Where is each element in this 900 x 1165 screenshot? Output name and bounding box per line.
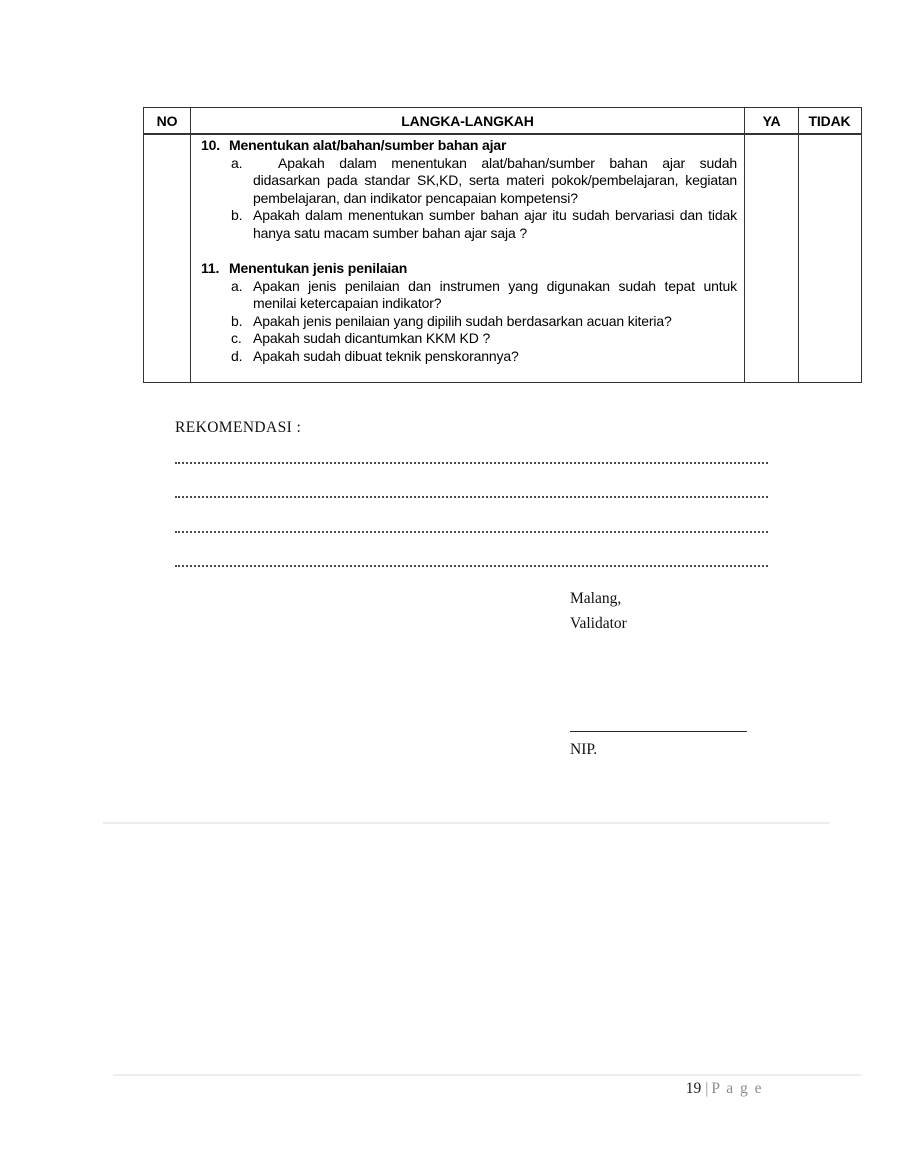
section-10 — [201, 137, 737, 242]
item-marker: b. — [231, 207, 243, 223]
item-text: Apakah dalam menentukan sumber bahan ajar itu sudah bervariasi dan tidak hanya satu macam sumber bahan ajar saja ? — [253, 207, 737, 241]
cell-no-empty — [144, 135, 191, 382]
footer-separator: | — [705, 1080, 709, 1097]
list-item — [231, 330, 737, 348]
table-header-row — [144, 108, 861, 135]
section-10-title-text: Menentukan alat/bahan/sumber bahan ajar — [229, 137, 507, 153]
section-10-number: 10. — [201, 137, 221, 153]
dotted-fill-line — [175, 565, 768, 567]
page-footer — [686, 1080, 763, 1098]
column-header-no: NO — [144, 108, 191, 133]
item-text: Apakah sudah dibuat teknik penskorannya? — [253, 347, 519, 364]
section-10-items — [231, 155, 737, 243]
section-11-title-text: Menentukan jenis penilaian — [229, 260, 408, 276]
dotted-fill-line — [175, 496, 768, 498]
page-separator-rule — [103, 822, 830, 824]
section-11-number: 11. — [201, 260, 220, 276]
list-item — [231, 278, 737, 313]
item-marker: c. — [231, 330, 242, 346]
section-11-title — [201, 260, 737, 278]
list-item — [231, 348, 737, 366]
section-11-items — [231, 278, 737, 366]
list-item — [231, 207, 737, 242]
recommendation-label: REKOMENDASI : — [175, 419, 302, 436]
item-text: Apakah sudah dicantumkan KKM KD ? — [253, 330, 491, 346]
column-header-tidak: TIDAK — [808, 112, 851, 129]
item-text: Apakah jenis penilaian yang dipilih sudah berdasarkan acuan kiteria? — [253, 312, 672, 329]
cell-ya-empty — [745, 135, 799, 382]
list-item — [231, 313, 737, 331]
signature-role: Validator — [570, 615, 627, 632]
dotted-fill-line — [175, 462, 768, 464]
section-10-title — [201, 137, 737, 155]
table-body-row — [144, 135, 861, 382]
page-number: 19 — [685, 1080, 702, 1097]
item-marker: d. — [231, 347, 243, 364]
column-header-ya: YA — [745, 108, 799, 133]
cell-tidak-empty — [799, 135, 860, 382]
signature-place: Malang, — [570, 590, 622, 607]
item-marker: a. — [231, 154, 243, 171]
item-text: Apakan jenis penilaian dan instrumen yang digunakan sudah tepat untuk menilai ketercapaian indikator? — [253, 277, 737, 311]
footer-rule — [113, 1074, 861, 1076]
item-marker: a. — [231, 277, 243, 294]
item-marker: b. — [231, 312, 243, 329]
cell-steps-content — [191, 135, 745, 382]
column-header-steps: LANGKA-LANGKAH — [191, 108, 745, 133]
page-label: P a g e — [711, 1080, 763, 1097]
evaluation-table — [143, 107, 862, 383]
list-item — [231, 155, 737, 208]
item-text: Apakah dalam menentukan alat/bahan/sumber bahan ajar sudah didasarkan pada standar SK,KD, serta materi pokok/pembelajaran, kegiatan pembelajaran, dan indikator pencapaian kompetensi? — [253, 154, 737, 206]
nip-label: NIP. — [570, 741, 598, 758]
section-11 — [201, 260, 737, 365]
dotted-fill-line — [175, 531, 768, 533]
signature-line — [570, 731, 747, 732]
